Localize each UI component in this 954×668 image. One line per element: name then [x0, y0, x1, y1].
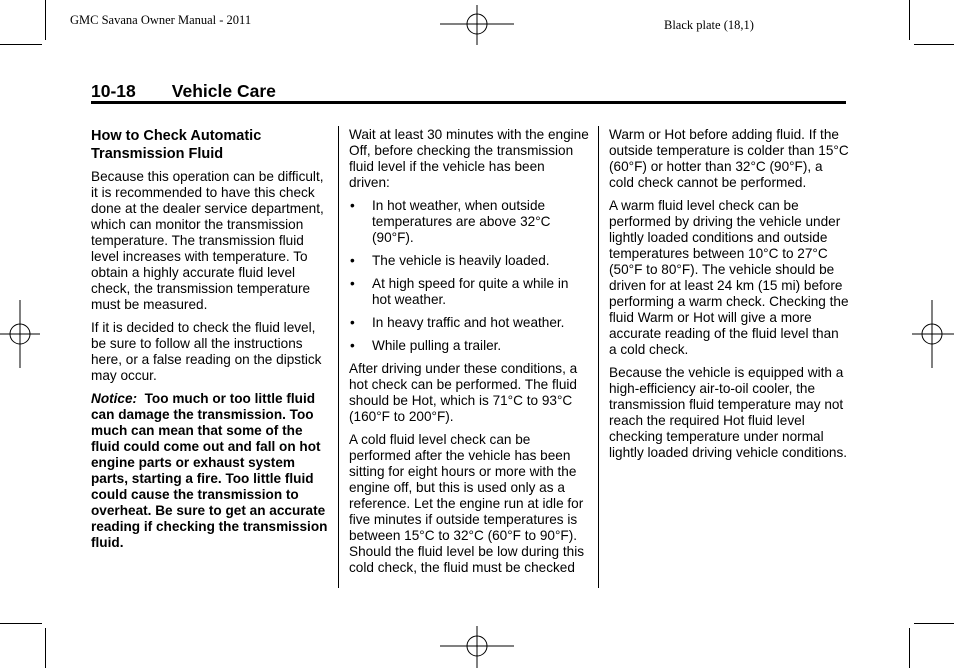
- heading-rule: [91, 101, 846, 104]
- column-divider: [338, 126, 339, 588]
- registration-mark-right: [912, 300, 954, 368]
- notice-block: [91, 391, 329, 551]
- bullet-icon: •: [350, 198, 355, 213]
- manual-title: GMC Savana Owner Manual - 2011: [70, 13, 252, 27]
- column-3: [609, 127, 849, 468]
- list-item: [349, 315, 589, 331]
- column-divider: [598, 126, 599, 588]
- registration-mark-left: [0, 300, 40, 368]
- bullet-list: [349, 198, 589, 354]
- subsection-heading: How to Check Automatic Transmission Fluid: [91, 128, 262, 162]
- list-item: [349, 338, 589, 354]
- bullet-icon: •: [350, 315, 355, 330]
- section-heading: [91, 81, 276, 102]
- notice-label: Notice:: [91, 391, 138, 406]
- bullet-icon: •: [350, 276, 355, 291]
- paragraph: A cold fluid level check can be performed after the vehicle has been sitting for eight hours or more with the engine off, but this is used only as a reference. Let the engine run at idle for five minutes if outside temperatures is between 15°C to 32°C (60°F to 90°F). Should the fluid level be low during this cold check, the fluid must be checked: [349, 432, 585, 575]
- list-item-text: While pulling a trailer.: [372, 338, 502, 353]
- paragraph: Warm or Hot before adding fluid. If the outside temperature is colder than 15°C (60°F) or hotter than 32°C (90°F), a cold check cannot be performed.: [609, 127, 849, 190]
- paragraph: A warm fluid level check can be performed by driving the vehicle under lightly loaded conditions and outside temperatures between 10°C to 27°C (50°F to 80°F). The vehicle should be driven for at least 24 km (15 mi) before performing a warm check. Checking the fluid Warm or Hot will give a more accurate reading of the fluid level than a cold check.: [609, 198, 849, 357]
- plate-label: Black plate (18,1): [664, 18, 754, 32]
- paragraph: After driving under these conditions, a hot check can be performed. The fluid should be Hot, which is 71°C to 93°C (160°F to 200°F).: [349, 361, 578, 424]
- list-item-text: In hot weather, when outside temperatures are above 32°C (90°F).: [372, 198, 551, 245]
- paragraph: Because the vehicle is equipped with a high-efficiency air-to-oil cooler, the transmission fluid temperature may not reach the required Hot fluid level checking temperature under normal lightly loaded driving vehicle conditions.: [609, 365, 848, 460]
- list-item-text: At high speed for quite a while in hot weather.: [372, 276, 569, 307]
- section-title: Vehicle Care: [171, 81, 276, 101]
- notice-text: Too much or too little fluid can damage the transmission. Too much can mean that some of the fluid could come out and fall on hot engine parts or exhaust system parts, starting a fire. Too little fluid could cause the transmission to overheat. Be sure to get an accurate reading if checking the transmission fluid.: [91, 391, 328, 550]
- bullet-icon: •: [350, 338, 355, 353]
- registration-mark-top: [440, 5, 514, 45]
- bullet-icon: •: [350, 253, 355, 268]
- paragraph: Because this operation can be difficult, it is recommended to have this check done at the dealer service department, which can monitor the transmission temperature. The transmission fluid level increases with temperature. To obtain a highly accurate fluid level check, the transmission temperature must be measured.: [91, 169, 324, 312]
- list-item: [349, 276, 589, 308]
- list-item: [349, 198, 589, 246]
- list-item: [349, 253, 589, 269]
- page-number: 10-18: [91, 81, 136, 101]
- paragraph: Wait at least 30 minutes with the engine Off, before checking the transmission fluid level if the vehicle has been driven:: [349, 127, 589, 190]
- column-2: [349, 127, 589, 583]
- paragraph: If it is decided to check the fluid level, be sure to follow all the instructions here, or a false reading on the dipstick may occur.: [91, 320, 322, 383]
- list-item-text: In heavy traffic and hot weather.: [372, 315, 565, 330]
- registration-mark-bottom: [440, 626, 514, 668]
- list-item-text: The vehicle is heavily loaded.: [372, 253, 550, 268]
- column-1: [91, 127, 329, 558]
